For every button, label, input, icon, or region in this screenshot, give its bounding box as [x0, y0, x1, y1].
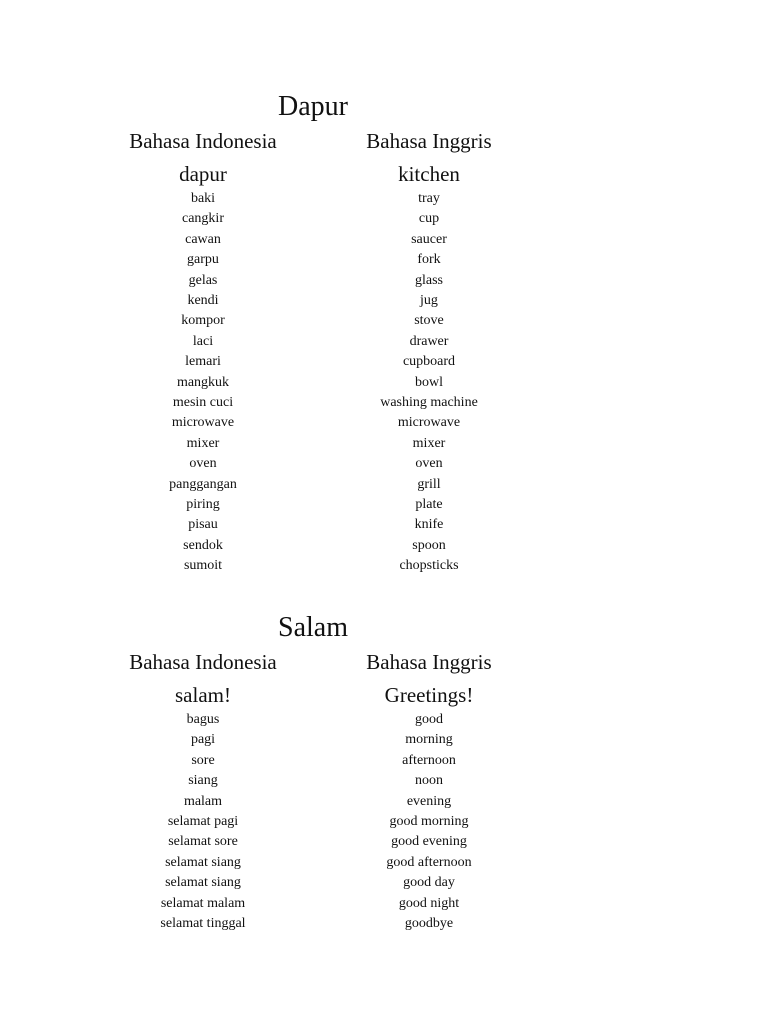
- table-row: [0, 434, 768, 454]
- word-indonesian: gelas: [188, 272, 218, 288]
- word-indonesian: cangkir: [182, 211, 224, 227]
- word-english: microwave: [397, 415, 461, 431]
- table-row: [0, 536, 768, 556]
- word-english: spoon: [412, 537, 446, 553]
- subheading-indonesian: dapur: [179, 162, 227, 186]
- table-row: [0, 352, 768, 372]
- column-header-english: Bahasa Inggris: [366, 129, 492, 153]
- word-indonesian: selamat sore: [168, 834, 238, 850]
- table-row: [0, 914, 768, 934]
- table-row: [0, 792, 768, 812]
- word-english: saucer: [411, 231, 447, 247]
- table-row: [0, 475, 768, 495]
- word-english: noon: [415, 773, 443, 789]
- word-english: tray: [418, 191, 440, 206]
- column-header-indonesian: Bahasa Indonesia: [129, 650, 277, 674]
- subheading-english: Greetings!: [384, 683, 474, 707]
- word-indonesian: kendi: [187, 293, 219, 308]
- word-english: morning: [405, 732, 453, 748]
- table-row: [0, 189, 768, 209]
- word-indonesian: selamat siang: [165, 875, 241, 891]
- table-row: [0, 771, 768, 791]
- word-indonesian: kompor: [181, 313, 225, 329]
- word-indonesian: bagus: [186, 712, 220, 727]
- word-indonesian: garpu: [187, 252, 219, 268]
- word-english: oven: [415, 456, 443, 472]
- word-english: cupboard: [402, 354, 456, 370]
- table-row: [0, 454, 768, 474]
- word-english: good: [415, 712, 443, 727]
- word-english: bowl: [415, 374, 443, 390]
- word-indonesian: oven: [189, 456, 217, 472]
- table-row: [0, 495, 768, 515]
- word-english: good day: [403, 875, 455, 891]
- table-row: [0, 393, 768, 413]
- word-english: chopsticks: [399, 558, 459, 574]
- table-row: [0, 271, 768, 291]
- word-indonesian: siang: [188, 773, 218, 789]
- word-english: good evening: [391, 834, 467, 850]
- word-english: plate: [415, 497, 443, 512]
- word-english: afternoon: [402, 752, 456, 768]
- table-row: [0, 832, 768, 852]
- word-indonesian: selamat malam: [160, 895, 246, 911]
- word-indonesian: sendok: [183, 537, 223, 553]
- column-header-english: Bahasa Inggris: [366, 650, 492, 674]
- word-indonesian: selamat pagi: [167, 814, 239, 829]
- word-indonesian: mesin cuci: [172, 395, 234, 410]
- section-title: Salam: [278, 612, 348, 643]
- word-english: good afternoon: [386, 854, 472, 870]
- word-indonesian: malam: [183, 793, 223, 809]
- table-row: [0, 250, 768, 270]
- word-indonesian: laci: [192, 333, 214, 349]
- word-indonesian: selamat siang: [165, 854, 241, 870]
- word-indonesian: pagi: [190, 732, 216, 748]
- table-row: [0, 515, 768, 535]
- word-english: goodbye: [404, 916, 454, 931]
- word-indonesian: microwave: [171, 415, 235, 431]
- word-english: glass: [415, 272, 443, 288]
- table-row: [0, 291, 768, 311]
- table-row: [0, 209, 768, 229]
- table-row: [0, 730, 768, 750]
- word-english: washing machine: [380, 395, 478, 410]
- table-row: [0, 311, 768, 331]
- word-indonesian: baki: [190, 191, 216, 206]
- column-header-indonesian: Bahasa Indonesia: [129, 129, 277, 153]
- word-english: jug: [420, 293, 438, 308]
- word-indonesian: selamat tinggal: [160, 916, 246, 931]
- table-row: [0, 873, 768, 893]
- word-english: evening: [406, 793, 452, 809]
- word-indonesian: mangkuk: [176, 374, 230, 390]
- table-row: [0, 556, 768, 576]
- subheading-english: kitchen: [398, 162, 460, 186]
- word-english: drawer: [409, 333, 449, 349]
- word-indonesian: sumoit: [183, 558, 223, 574]
- table-row: [0, 812, 768, 832]
- word-english: fork: [417, 252, 441, 268]
- table-row: [0, 373, 768, 393]
- word-english: good night: [398, 895, 460, 911]
- word-indonesian: panggangan: [169, 476, 237, 492]
- word-indonesian: pisau: [188, 517, 218, 533]
- word-indonesian: cawan: [185, 231, 221, 247]
- word-indonesian: piring: [186, 497, 220, 512]
- word-indonesian: mixer: [186, 435, 220, 451]
- table-row: [0, 230, 768, 250]
- subheading-indonesian: salam!: [175, 683, 231, 707]
- table-row: [0, 332, 768, 352]
- word-english: knife: [414, 517, 444, 533]
- table-row: [0, 751, 768, 771]
- word-english: stove: [414, 313, 444, 329]
- word-english: grill: [417, 476, 441, 492]
- table-row: [0, 413, 768, 433]
- word-english: mixer: [412, 435, 446, 451]
- table-row: [0, 710, 768, 730]
- word-english: good morning: [389, 814, 469, 829]
- word-indonesian: lemari: [185, 354, 221, 370]
- table-row: [0, 894, 768, 914]
- word-indonesian: sore: [191, 752, 215, 768]
- table-row: [0, 853, 768, 873]
- section-title: Dapur: [278, 91, 348, 122]
- word-english: cup: [418, 211, 440, 227]
